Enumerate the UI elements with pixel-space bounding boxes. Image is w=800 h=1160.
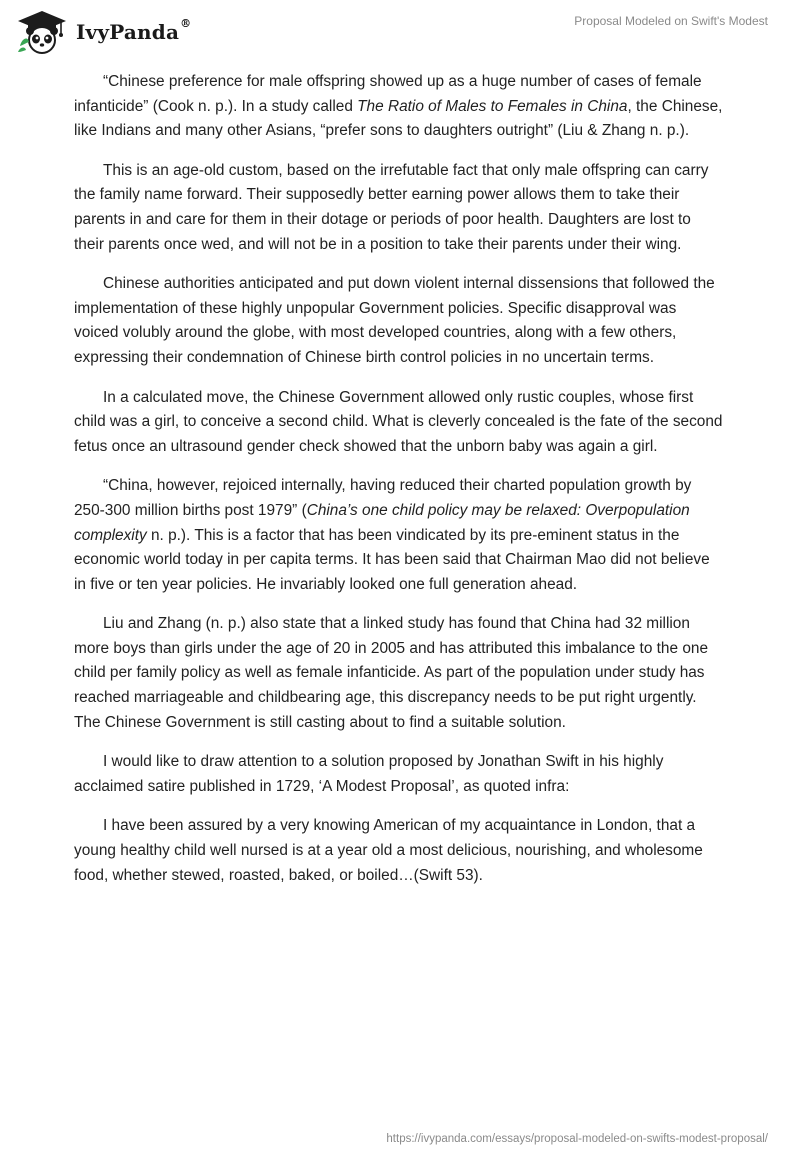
essay-paragraph [74, 750, 724, 799]
brand-name-text: IvyPanda [76, 20, 180, 44]
essay-paragraph [74, 159, 724, 257]
essay-paragraph [74, 814, 724, 888]
italic-title-text: China’s one child policy may be relaxed: Overpopulation complexity [74, 501, 690, 544]
italic-title-text: The Ratio of Males to Females in China [357, 97, 628, 115]
header [0, 0, 800, 60]
essay-paragraph [74, 612, 724, 735]
essay-paragraph [74, 70, 724, 144]
source-url[interactable]: https://ivypanda.com/essays/proposal-modeled-on-swifts-modest-proposal/ [386, 1133, 768, 1145]
site-logo[interactable] [14, 8, 191, 54]
panda-graduate-icon [14, 8, 70, 54]
paragraph-text: In a calculated move, the Chinese Government allowed only rustic couples, whose first child was a girl, to conceive a second child. What is cleverly concealed is the fate of the second fetus once an ultrasound gender check showed that the unborn baby was again a girl. [74, 388, 723, 455]
essay-paragraph [74, 474, 724, 597]
essay-paragraph [74, 386, 724, 460]
essay-paragraph [74, 272, 724, 370]
paragraph-text: This is an age-old custom, based on the irrefutable fact that only male offspring can carry the family name forward. Their supposedly better earning power allows them to take their parents in and care for them in their dotage or periods of poor health. Daughters are lost to their parents once wed, and will not be in a position to take their parents under their wing. [74, 161, 709, 253]
paragraph-text: Chinese authorities anticipated and put down violent internal dissensions that followed the implementation of these highly unpopular Government policies. Specific disapproval was voiced volubly around the globe, with most developed countries, along with a few others, expressing their condemnation of Chinese birth control policies in no uncertain terms. [74, 275, 715, 366]
paragraph-text: n. p.). This is a factor that has been vindicated by its pre-eminent status in the economic world today in per capita terms. It has been said that Chairman Mao did not believe in five or ten year policies. He invariably looked one full generation ahead. [74, 526, 710, 593]
paragraph-text: , the Chinese, like Indians and many other Asians, “prefer sons to daughters outright” (Liu & Zhang n. p.). [74, 97, 723, 140]
brand-name [76, 17, 192, 44]
paragraph-text: I would like to draw attention to a solution proposed by Jonathan Swift in his highly acclaimed satire published in 1729, ‘A Modest Proposal’, as quoted infra: [74, 753, 664, 795]
paragraph-text: “Chinese preference for male offspring showed up as a huge number of cases of female infanticide” (Cook n. p.). In a study called [74, 73, 702, 115]
paragraph-text: I have been assured by a very knowing American of my acquaintance in London, that a young healthy child well nursed is at a year old a most delicious, nourishing, and wholesome food, whether stewed, roasted, baked, or boiled…(Swift 53). [74, 817, 703, 884]
essay-body [74, 70, 724, 903]
page-title: Proposal Modeled on Swift's Modest [574, 14, 768, 28]
paragraph-text: Liu and Zhang (n. p.) also state that a linked study has found that China had 32 million more boys than girls under the age of 20 in 2005 and has attributed this imbalance to the one child per family policy as well as female infanticide. As part of the population under study has reached marriageable and childbearing age, this discrepancy needs to be put right urgently. The Chinese Government is still casting about to find a suitable solution. [74, 615, 708, 731]
paragraph-text: “China, however, rejoiced internally, having reduced their charted population growth by 250-300 million births post 1979” ( [74, 477, 692, 519]
registered-mark: ® [180, 17, 192, 30]
